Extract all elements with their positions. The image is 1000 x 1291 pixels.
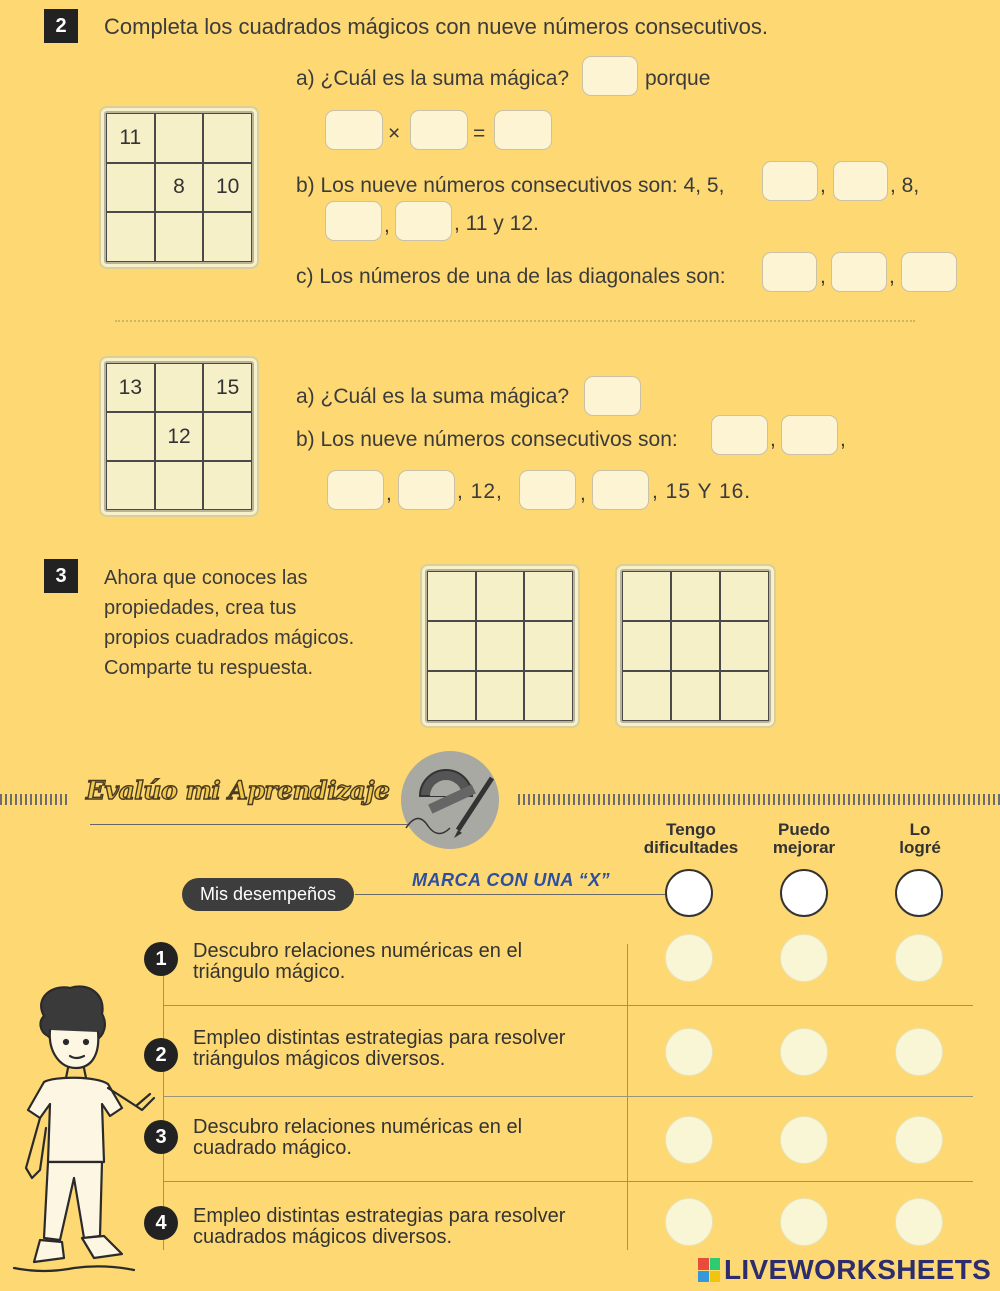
blank-cell[interactable] [524, 671, 573, 721]
row-text-line: Empleo distintas estrategias para resolver [193, 1205, 566, 1227]
square2-cell [106, 461, 155, 510]
q1c-comma: , [889, 265, 895, 288]
ruler-protractor-icon [398, 748, 502, 852]
row-text-line: triángulos mágicos diversos. [193, 1048, 446, 1070]
square2-cell [203, 412, 252, 461]
row-number: 2 [144, 1038, 178, 1072]
exercise-3-instruction [104, 563, 354, 683]
table-mid-border [627, 944, 628, 1250]
square1-cell [106, 212, 155, 262]
header-circle [780, 869, 828, 917]
blank-cell[interactable] [622, 621, 671, 671]
answer-box-seq-3[interactable] [325, 201, 382, 241]
q2b-comma: , [840, 428, 846, 451]
rating-circle-tengo-dificultades[interactable] [665, 1116, 713, 1164]
rating-circle-puedo-mejorar[interactable] [780, 1116, 828, 1164]
title-underline [90, 824, 410, 825]
row-text-line: cuadrado mágico. [193, 1137, 352, 1159]
square2-cell [106, 412, 155, 461]
q1b-comma: , [384, 214, 390, 237]
answer-box-seq-4[interactable] [395, 201, 452, 241]
boy-illustration [4, 978, 164, 1283]
row-text-line: triángulo mágico. [193, 961, 346, 983]
pill-connector-line [355, 894, 665, 895]
q2b-comma: , [386, 482, 392, 505]
square1-cell [203, 212, 252, 262]
blank-cell[interactable] [720, 671, 769, 721]
q1b-end: , 11 y 12. [454, 212, 539, 235]
q1c-comma: , [820, 265, 826, 288]
q2b-comma: , [580, 482, 586, 505]
equals-sign: = [473, 122, 486, 145]
blank-cell[interactable] [720, 621, 769, 671]
magic-square-1 [104, 111, 254, 264]
liveworksheets-logo-icon [698, 1258, 720, 1282]
column-header-line: Lo [909, 820, 931, 839]
rating-circle-tengo-dificultades[interactable] [665, 1028, 713, 1076]
answer-box-seq2-1[interactable] [711, 415, 768, 455]
row-text-line: cuadrados mágicos diversos. [193, 1226, 453, 1248]
answer-box-seq2-2[interactable] [781, 415, 838, 455]
blank-cell[interactable] [476, 621, 525, 671]
square1-cell: 10 [203, 163, 252, 213]
square1-cell [203, 113, 252, 163]
blank-cell[interactable] [427, 671, 476, 721]
square2-cell: 15 [203, 363, 252, 412]
q1c-label: c) Los números de una de las diagonales son: [296, 265, 726, 288]
blank-magic-square-1 [425, 569, 575, 723]
column-header [636, 821, 746, 857]
exercise-3-badge: 3 [44, 559, 78, 593]
evaluation-title: Evalúo mi Aprendizaje [86, 776, 390, 805]
rating-circle-lo-logre[interactable] [895, 934, 943, 982]
square2-cell [155, 363, 204, 412]
row-text-line: Descubro relaciones numéricas en el [193, 1116, 523, 1138]
square1-cell [106, 163, 155, 213]
row-number: 1 [144, 942, 178, 976]
row-divider [163, 1005, 973, 1006]
answer-box-diag-2[interactable] [831, 252, 887, 292]
column-header-line: Tengo [666, 820, 716, 839]
header-circle [665, 869, 713, 917]
column-header-line: dificultades [643, 838, 739, 857]
exercise-3-line: propios cuadrados mágicos. [104, 627, 355, 649]
square1-cell: 11 [106, 113, 155, 163]
square2-cell [203, 461, 252, 510]
row-text [193, 1206, 565, 1248]
exercise-2-instruction: Completa los cuadrados mágicos con nueve números consecutivos. [104, 14, 769, 39]
marca-instruction: MARCA CON UNA “X” [412, 870, 611, 890]
square2-cell: 12 [155, 412, 204, 461]
answer-box-seq2-3[interactable] [327, 470, 384, 510]
answer-box-product[interactable] [494, 110, 552, 150]
blank-cell[interactable] [671, 621, 720, 671]
answer-box-sum-1[interactable] [582, 56, 638, 96]
tick-strip-left [0, 794, 68, 805]
q2b-comma: , [770, 428, 776, 451]
q1a-label: a) ¿Cuál es la suma mágica? [296, 67, 570, 90]
column-header-line: logré [899, 838, 941, 857]
blank-cell[interactable] [671, 571, 720, 621]
row-divider [163, 1181, 973, 1182]
q1b-after: , 8, [890, 174, 920, 197]
answer-box-seq-1[interactable] [762, 161, 818, 201]
q1b-label: b) Los nueve números consecutivos son: 4, 5, [296, 174, 725, 197]
row-divider [163, 1096, 973, 1097]
rating-circle-puedo-mejorar[interactable] [780, 1028, 828, 1076]
column-header [754, 821, 854, 857]
q2b-end: , 15 Y 16. [652, 480, 752, 503]
rating-circle-lo-logre[interactable] [895, 1028, 943, 1076]
q1b-comma: , [820, 174, 826, 197]
exercise-3-line: Ahora que conoces las [104, 567, 308, 589]
answer-box-seq-2[interactable] [833, 161, 888, 201]
section-divider [115, 320, 915, 322]
blank-cell[interactable] [524, 621, 573, 671]
blank-cell[interactable] [476, 671, 525, 721]
blank-cell[interactable] [720, 571, 769, 621]
header-circle [895, 869, 943, 917]
row-text-line: Descubro relaciones numéricas en el [193, 940, 523, 962]
tick-strip-right [518, 794, 1000, 805]
q2b-label: b) Los nueve números consecutivos son: [296, 428, 678, 451]
rating-circle-tengo-dificultades[interactable] [665, 1198, 713, 1246]
rating-circle-lo-logre[interactable] [895, 1116, 943, 1164]
answer-box-seq2-6[interactable] [592, 470, 649, 510]
answer-box-diag-1[interactable] [762, 252, 817, 292]
mis-desempenos-pill: Mis desempeños [182, 878, 354, 911]
row-number: 4 [144, 1206, 178, 1240]
square1-cell [155, 212, 204, 262]
blank-cell[interactable] [622, 571, 671, 621]
square2-cell: 13 [106, 363, 155, 412]
exercise-2-badge: 2 [44, 9, 78, 43]
column-header-line: mejorar [772, 838, 836, 857]
exercise-3-line: Comparte tu respuesta. [104, 657, 313, 679]
row-text [193, 1117, 522, 1159]
blank-magic-square-2 [620, 569, 771, 723]
rating-circle-puedo-mejorar[interactable] [780, 1198, 828, 1246]
row-text-line: Empleo distintas estrategias para resolver [193, 1027, 566, 1049]
answer-box-factor-2[interactable] [410, 110, 468, 150]
blank-cell[interactable] [524, 571, 573, 621]
answer-box-seq2-5[interactable] [519, 470, 576, 510]
column-header [870, 821, 970, 857]
row-text [193, 941, 522, 983]
answer-box-factor-1[interactable] [325, 110, 383, 150]
blank-cell[interactable] [427, 571, 476, 621]
q1a-porque: porque [645, 67, 711, 90]
magic-square-2 [104, 361, 254, 512]
exercise-3-line: propiedades, crea tus [104, 597, 297, 619]
rating-circle-tengo-dificultades[interactable] [665, 934, 713, 982]
times-sign: × [388, 122, 401, 145]
square1-cell: 8 [155, 163, 204, 213]
answer-box-seq2-4[interactable] [398, 470, 455, 510]
liveworksheets-watermark[interactable]: LIVEWORKSHEETS [724, 1254, 992, 1285]
column-header-line: Puedo [778, 820, 830, 839]
row-text [193, 1028, 565, 1070]
q2b-mid: , 12, [457, 480, 503, 503]
blank-cell[interactable] [671, 671, 720, 721]
answer-box-sum-2[interactable] [584, 376, 641, 416]
square2-cell [155, 461, 204, 510]
blank-cell[interactable] [622, 671, 671, 721]
blank-cell[interactable] [427, 621, 476, 671]
blank-cell[interactable] [476, 571, 525, 621]
q2a-label: a) ¿Cuál es la suma mágica? [296, 385, 570, 408]
row-number: 3 [144, 1120, 178, 1154]
rating-circle-lo-logre[interactable] [895, 1198, 943, 1246]
answer-box-diag-3[interactable] [901, 252, 957, 292]
square1-cell [155, 113, 204, 163]
rating-circle-puedo-mejorar[interactable] [780, 934, 828, 982]
